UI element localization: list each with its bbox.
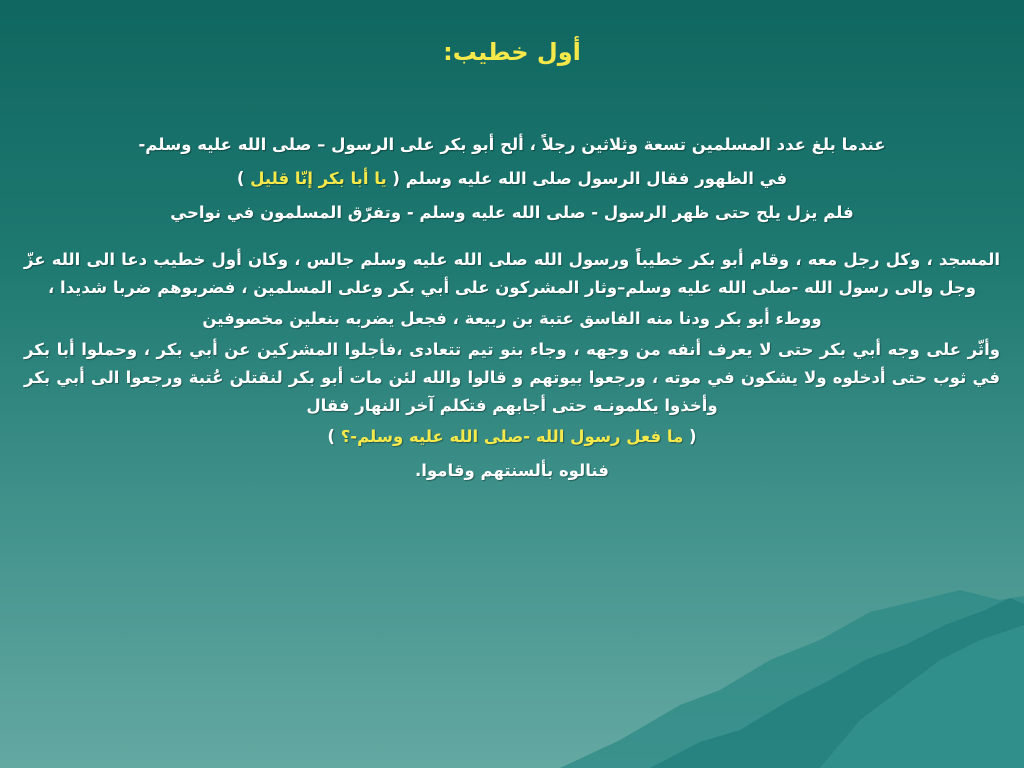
quote-highlight-2: ما فعل رسول الله -صلى الله عليه وسلم-؟ [340,427,684,446]
text-line-3: فلم يزل يلح حتى ظهر الرسول - صلى الله عليه وسلم - وتفرّق المسلمون في نواحي [170,203,854,222]
text-line-2-end: ) [236,169,251,188]
text-line-2 [24,162,1000,196]
text-line-4: ووطء أبو بكر ودنا منه الفاسق عتبة بن ربيعة ، فجعل يضربه بنعلين مخصوفين [202,309,822,328]
quote-highlight-1: يا أبا بكر إنّا قليل [250,169,387,188]
quote-open: ( [683,427,697,446]
text-line-2-start: في الظهور فقال الرسول صلى الله عليه وسلم ( [386,169,788,188]
text-line-1: عندما بلغ عدد المسلمين تسعة وثلاثين رجلاً ، ألح أبو بكر على الرسول – صلى الله عليه وسلم- [138,135,886,154]
text-line-6: فنالوه بألسنتهم وقاموا. [415,461,609,480]
quote-close: ) [327,427,341,446]
paragraph-gap [24,230,1000,246]
paragraph-2: وأثّر على وجه أبي بكر حتى لا يعرف أنفه من وجهه ، وجاء بنو تيم تتعادى ،فأجلوا المشركين عن أبي بكر ، وحملوا أبا بكر في ثوب حتى أدخلوه ولا يشكون في موته ، ورجعوا بيوتهم و قالوا والله لئن مات أبو بكر لنقتلن عُتبة ورجعوا الى أبي بكر وأخذوا يكلمونـه حتى أجابهم فتكلم آخر النهار فقال [24,340,1000,415]
paragraph-1: المسجد ، وكل رجل معه ، وقام أبو بكر خطيباً ورسول الله صلى الله عليه وسلم جالس ، وكان أول خطيب دعا الى الله عزّ وجل والى رسول الله -صلى الله عليه وسلم–وثار المشركون على أبي بكر وعلى المسلمين ، فضربوهم ضربا شديدا ، [24,250,1000,297]
text-line-5 [24,420,1000,454]
slide-title: أول خطيب: [443,38,581,66]
slide-body [24,128,1000,488]
